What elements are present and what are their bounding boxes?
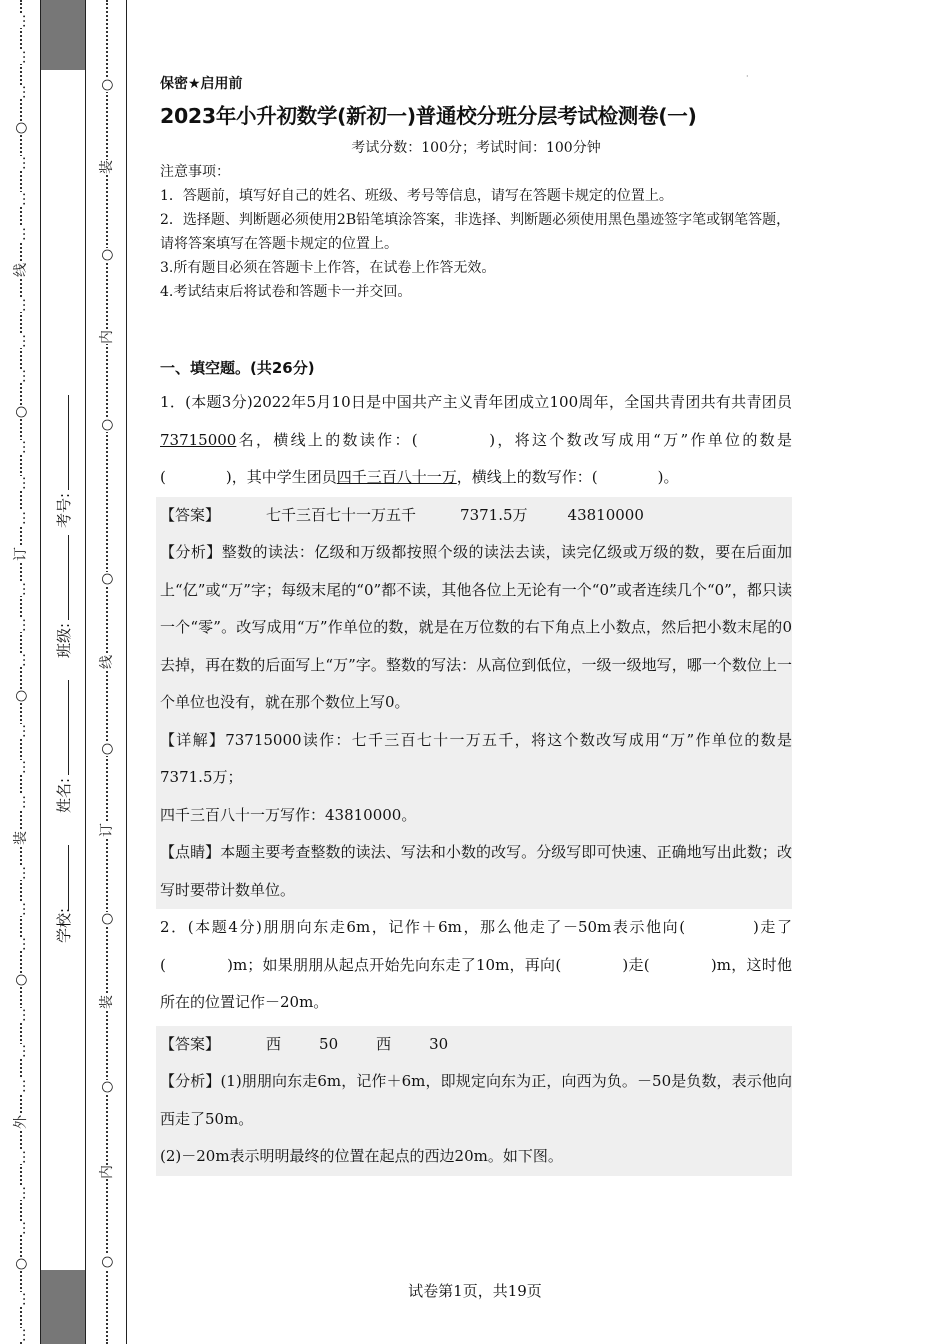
outer-binding-mark: 线	[13, 262, 29, 277]
school-label: 学校:	[55, 907, 74, 944]
outer-binding-mark: …	[13, 14, 29, 28]
inner-binding-mark: ○	[99, 912, 115, 926]
q1-tip	[160, 834, 792, 909]
outer-binding-mark: ○	[13, 121, 29, 134]
q1-answer-row	[160, 497, 792, 535]
answer-value: 七千三百七十一万五千	[266, 505, 417, 524]
class-underline	[68, 535, 69, 620]
inner-dotted-line	[106, 0, 108, 1344]
analysis-text: (1)朋朋向东走6m，记作＋6m，即规定向东为正，向西为负。－50是负数，表示他向西走了50m。	[160, 1072, 792, 1128]
question-1	[160, 384, 792, 497]
detail-tag: 【详解】	[160, 730, 226, 749]
exam-info: 考试分数：100分；考试时间：100分钟	[351, 140, 601, 156]
outer-binding-mark: …	[13, 582, 29, 596]
answer-value: 西	[376, 1034, 392, 1053]
outer-binding-mark: …	[13, 795, 29, 809]
note-item: 4.考试结束后将试卷和答题卡一并交回。	[160, 284, 412, 300]
outer-binding-mark: …	[13, 298, 29, 312]
outer-binding-mark: …	[13, 901, 29, 916]
outer-binding-mark: …	[13, 1008, 29, 1022]
outer-binding-mark: …	[13, 653, 29, 667]
answer-value: 7371.5万	[460, 505, 528, 524]
outer-binding-mark: …	[13, 1043, 29, 1058]
section-heading: 一、填空题。(共26分)	[160, 359, 315, 377]
outer-binding-mark: ○	[13, 689, 29, 702]
outer-binding-mark: …	[13, 191, 29, 206]
notes	[160, 160, 792, 304]
stray-mark: ·	[746, 72, 749, 81]
q1-text: 1．(本题3分)2022年5月10日是中国共产主义青年团成立100周年，全国共青团共有共青团员	[160, 393, 792, 411]
outer-binding-mark: 外	[13, 1114, 29, 1129]
outer-binding-mark: …	[13, 156, 29, 170]
outer-binding-mark: …	[13, 1327, 29, 1342]
outer-binding-mark: ○	[13, 973, 29, 986]
answer-value: 30	[429, 1034, 449, 1053]
answer-value: 西	[266, 1034, 282, 1053]
exam-no-label: 考号:	[55, 492, 74, 529]
inner-binding-mark: ○	[99, 742, 115, 756]
q2-analysis	[160, 1063, 792, 1138]
inner-binding-mark: 装	[99, 160, 115, 174]
analysis-tag: 【分析】	[160, 543, 222, 561]
outer-binding-mark: 订	[13, 546, 29, 561]
inner-binding-mark: 线	[99, 655, 115, 669]
outer-binding-mark: …	[13, 440, 29, 454]
q1-text-2: 名，横线上的数读作：( )，将这个数改写成用“万”作单位的数是( )，其中学生团员	[160, 430, 792, 486]
secret-label: 保密★启用前	[160, 76, 243, 92]
school-underline	[68, 845, 69, 910]
outer-binding-mark: …	[13, 85, 29, 99]
notes-heading: 注意事项：	[160, 164, 230, 180]
q2-analysis-2: (2)－20m表示明明最终的位置在起点的西边20m。如下图。	[160, 1147, 563, 1165]
name-underline	[68, 680, 69, 775]
outer-binding-mark: …	[13, 937, 29, 951]
binding-gray-band	[40, 0, 86, 1344]
outer-binding-mark: …	[13, 1185, 29, 1200]
tip-text: 本题主要考查整数的读法、写法和小数的改写。分级写即可快速、正确地写出此数；改写时要带计数单位。	[160, 843, 792, 899]
outer-binding-mark: 装	[13, 830, 29, 845]
outer-binding-mark: …	[13, 866, 29, 880]
outer-binding-mark: …	[13, 724, 29, 738]
inner-binding-mark: ○	[99, 572, 115, 586]
inner-binding-mark: ○	[99, 418, 115, 432]
outer-binding-mark: …	[13, 1150, 29, 1164]
outer-binding-mark: ○	[13, 405, 29, 418]
inner-binding-mark: 内	[99, 1165, 115, 1179]
tip-tag: 【点睛】	[160, 843, 221, 861]
inner-binding-mark: ○	[99, 1255, 115, 1269]
q1-detail	[160, 722, 792, 797]
outer-binding-mark: …	[13, 475, 29, 490]
outer-binding-mark: ○	[13, 1257, 29, 1270]
answer-tag: 【答案】	[160, 1034, 221, 1053]
outer-binding-mark: …	[13, 1079, 29, 1093]
inner-binding-mark: 订	[99, 823, 115, 837]
outer-binding-mark: …	[13, 369, 29, 383]
outer-binding-mark: …	[13, 227, 29, 241]
q1-underlined-number: 73715000	[160, 430, 237, 449]
analysis-text: 整数的读法：亿级和万级都按照个级的读法去读，读完亿级或万级的数，要在后面加上“亿”或“万”字；每级末尾的“0”都不读，其他各位上无论有一个“0”或者连续几个“0”，都只读一个“零”。改写成用“万”作单位的数，就是在万位数的右下角点上小数点，然后把小数末尾的0去掉，再在数的后面写上“万”字。整数的写法：从高位到低位，一级一级地写，哪一个数位上一个单位也没有，就在那个数位上写0。	[160, 543, 792, 711]
page-edge-line	[126, 0, 127, 1344]
q2-solution-box	[156, 1026, 792, 1176]
name-label: 姓名:	[55, 777, 74, 814]
detail-text: 73715000读作：七千三百七十一万五千，将这个数改写成用“万”作单位的数是7371.5万；	[160, 730, 792, 786]
outer-binding-mark: …	[13, 617, 29, 632]
outer-binding-mark: …	[13, 333, 29, 348]
answer-value: 50	[319, 1034, 339, 1053]
q1-text-3: ，横线上的数写作：( )。	[456, 468, 679, 486]
outer-binding-mark: …	[13, 1221, 29, 1235]
page-footer: 试卷第1页，共19页	[408, 1282, 542, 1300]
q2-answer-row	[160, 1026, 792, 1064]
inner-binding-mark: ○	[99, 1080, 115, 1094]
q1-analysis	[160, 534, 792, 722]
answer-value: 43810000	[567, 505, 644, 524]
q1-solution-box	[156, 497, 792, 910]
note-item: 3.所有题目必须在答题卡上作答，在试卷上作答无效。	[160, 260, 496, 276]
outer-binding-mark: …	[13, 1292, 29, 1306]
exam-no-underline	[68, 395, 69, 490]
answer-tag: 【答案】	[160, 505, 221, 524]
note-item: 2．选择题、判断题必须使用2B铅笔填涂答案，非选择、判断题必须使用黑色墨迹签字笔或钢笔答题，请将答案填写在答题卡规定的位置上。	[160, 212, 791, 252]
outer-binding-mark: …	[13, 759, 29, 774]
page-title: 2023年小升初数学(新初一)普通校分班分层考试检测卷(一)	[160, 104, 697, 128]
q1-underlined-words: 四千三百八十一万	[336, 468, 457, 486]
inner-binding-mark: ○	[99, 248, 115, 262]
inner-binding-mark: 装	[99, 995, 115, 1009]
outer-binding-mark: …	[13, 511, 29, 525]
note-item: 1．答题前，填写好自己的姓名、班级、考号等信息，请写在答题卡规定的位置上。	[160, 188, 673, 204]
inner-binding-mark: ○	[99, 78, 115, 92]
inner-binding-mark: 内	[99, 330, 115, 344]
class-label: 班级:	[55, 622, 74, 659]
q1-detail-2: 四千三百八十一万写作：43810000。	[160, 805, 417, 824]
exam-content	[160, 70, 792, 1176]
question-2: 2．(本题4分)朋朋向东走6m，记作＋6m，那么他走了－50m表示他向( )走了( )m；如果朋朋从起点开始先向东走了10m，再向( )走( )m，这时他所在的位置记作－20m。	[160, 918, 792, 1011]
outer-binding-mark: …	[13, 49, 29, 64]
analysis-tag: 【分析】	[160, 1072, 221, 1090]
